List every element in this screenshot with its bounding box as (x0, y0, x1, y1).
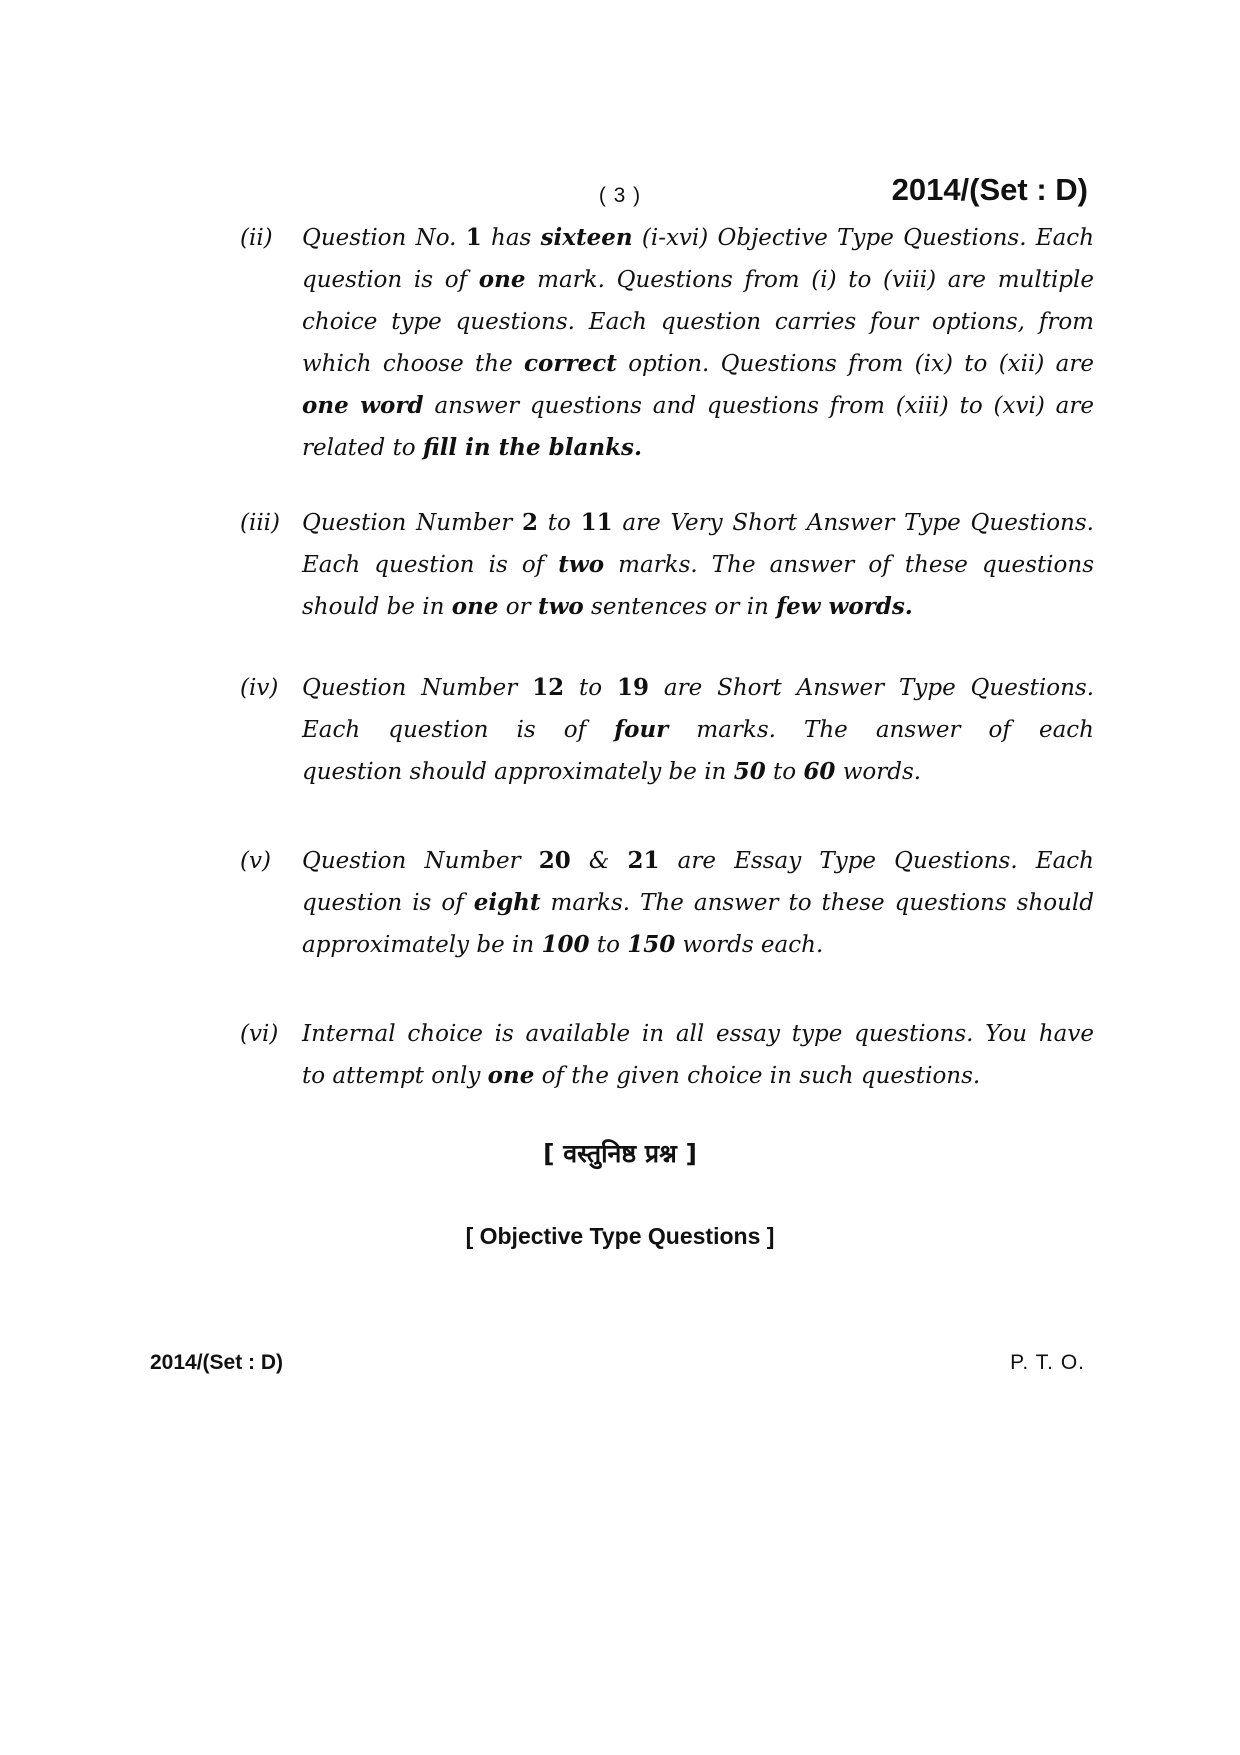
text-segment: to (564, 675, 618, 701)
instruction-line (302, 1013, 1094, 1055)
emphasis-text: one (451, 593, 499, 620)
instruction-line (302, 217, 1094, 259)
section-heading-english: [ Objective Type Questions ] (465, 1223, 775, 1249)
text-segment: question should approximately be in (302, 759, 734, 785)
emphasis-text: 60 (803, 758, 836, 785)
instruction-text (302, 1013, 1094, 1097)
text-segment: Internal choice is available in all essay type questions. You have (302, 1021, 1094, 1047)
emphasis-text: two (558, 551, 605, 578)
instruction-line (302, 544, 1094, 586)
emphasis-text: few words. (776, 593, 913, 620)
text-segment: & (570, 848, 628, 874)
instruction-number: (iii) (240, 510, 281, 536)
text-segment: answer questions and questions from (xiii) to (xvi) are (423, 393, 1094, 419)
emphasis-text: two (537, 593, 584, 620)
instruction-line (302, 586, 1094, 628)
instruction-text (302, 667, 1094, 793)
text-segment: question is of (302, 890, 474, 916)
emphasis-text: 150 (627, 931, 676, 958)
emphasis-text: 19 (617, 674, 650, 701)
text-segment: Each question is of (302, 552, 559, 578)
text-segment: are Very Short Answer Type Questions. (612, 510, 1094, 536)
emphasis-text: sixteen (540, 224, 633, 251)
instruction-line (302, 924, 1094, 966)
text-segment: Question Number (302, 675, 533, 701)
emphasis-text: 100 (541, 931, 590, 958)
instruction-text (302, 502, 1094, 628)
emphasis-text: 20 (538, 847, 571, 874)
emphasis-text: one (478, 266, 526, 293)
emphasis-text: 11 (580, 509, 613, 536)
text-segment: to (537, 510, 581, 536)
emphasis-text: one (487, 1062, 535, 1089)
text-segment: words each. (675, 932, 824, 958)
instruction-line (302, 709, 1094, 751)
instruction-line (302, 667, 1094, 709)
instruction-text (302, 217, 1094, 469)
footer-set-code: 2014/(Set : D) (150, 1351, 284, 1374)
footer-pto: P. T. O. (1010, 1351, 1085, 1374)
text-segment: or (498, 594, 538, 620)
instruction-line (302, 882, 1094, 924)
emphasis-text: one word (302, 392, 424, 419)
text-segment: marks. The answer of these questions (604, 552, 1095, 578)
emphasis-text: correct (524, 350, 617, 377)
instruction-line (302, 751, 1094, 793)
instruction-line (302, 502, 1094, 544)
text-segment: related to (302, 435, 423, 461)
text-segment: Question Number (302, 510, 522, 536)
text-segment: to (589, 932, 628, 958)
emphasis-text: 2 (521, 509, 538, 536)
instruction-number: (vi) (240, 1021, 279, 1047)
instruction-line (302, 343, 1094, 385)
instruction-number: (v) (240, 848, 271, 874)
emphasis-text: 12 (532, 674, 565, 701)
instruction-number: (iv) (240, 675, 279, 701)
instruction-line (302, 840, 1094, 882)
section-heading-hindi: [ वस्तुनिष्ठ प्रश्न ] (543, 1139, 697, 1168)
text-segment: which choose the (302, 351, 525, 377)
emphasis-text: 1 (465, 224, 482, 251)
text-segment: to (765, 759, 804, 785)
instruction-text (302, 840, 1094, 966)
instruction-line (302, 427, 1094, 469)
text-segment: Question No. (302, 225, 466, 251)
text-segment: Question Number (302, 848, 539, 874)
emphasis-text: 50 (733, 758, 766, 785)
text-segment: are Short Answer Type Questions. (649, 675, 1095, 701)
text-segment: approximately be in (302, 932, 542, 958)
page-number: ( 3 ) (598, 184, 642, 207)
instruction-line (302, 301, 1094, 343)
text-segment: marks. The answer of each (668, 717, 1094, 743)
text-segment: question is of (302, 267, 479, 293)
instruction-line (302, 1055, 1094, 1097)
instruction-number: (ii) (240, 225, 273, 251)
text-segment: of the given choice in such questions. (534, 1063, 981, 1089)
text-segment: Each question is of (302, 717, 615, 743)
text-segment: sentences or in (583, 594, 777, 620)
emphasis-text: eight (473, 889, 541, 916)
text-segment: marks. The answer to these questions should (540, 890, 1094, 916)
set-code-header: 2014/(Set : D) (891, 172, 1088, 207)
text-segment: should be in (302, 594, 452, 620)
text-segment: are Essay Type Questions. Each (659, 848, 1094, 874)
text-segment: has (481, 225, 541, 251)
text-segment: choice type questions. Each question carries four options, from (302, 309, 1094, 335)
emphasis-text: four (614, 716, 669, 743)
instruction-line (302, 385, 1094, 427)
text-segment: to attempt only (302, 1063, 488, 1089)
text-segment: words. (835, 759, 922, 785)
text-segment: option. Questions from (ix) to (xii) are (616, 351, 1094, 377)
instruction-line (302, 259, 1094, 301)
emphasis-text: fill in the blanks. (422, 434, 642, 461)
text-segment: (i-xvi) Objective Type Questions. Each (632, 225, 1095, 251)
text-segment: mark. Questions from (i) to (viii) are multiple (525, 267, 1094, 293)
emphasis-text: 21 (627, 847, 660, 874)
